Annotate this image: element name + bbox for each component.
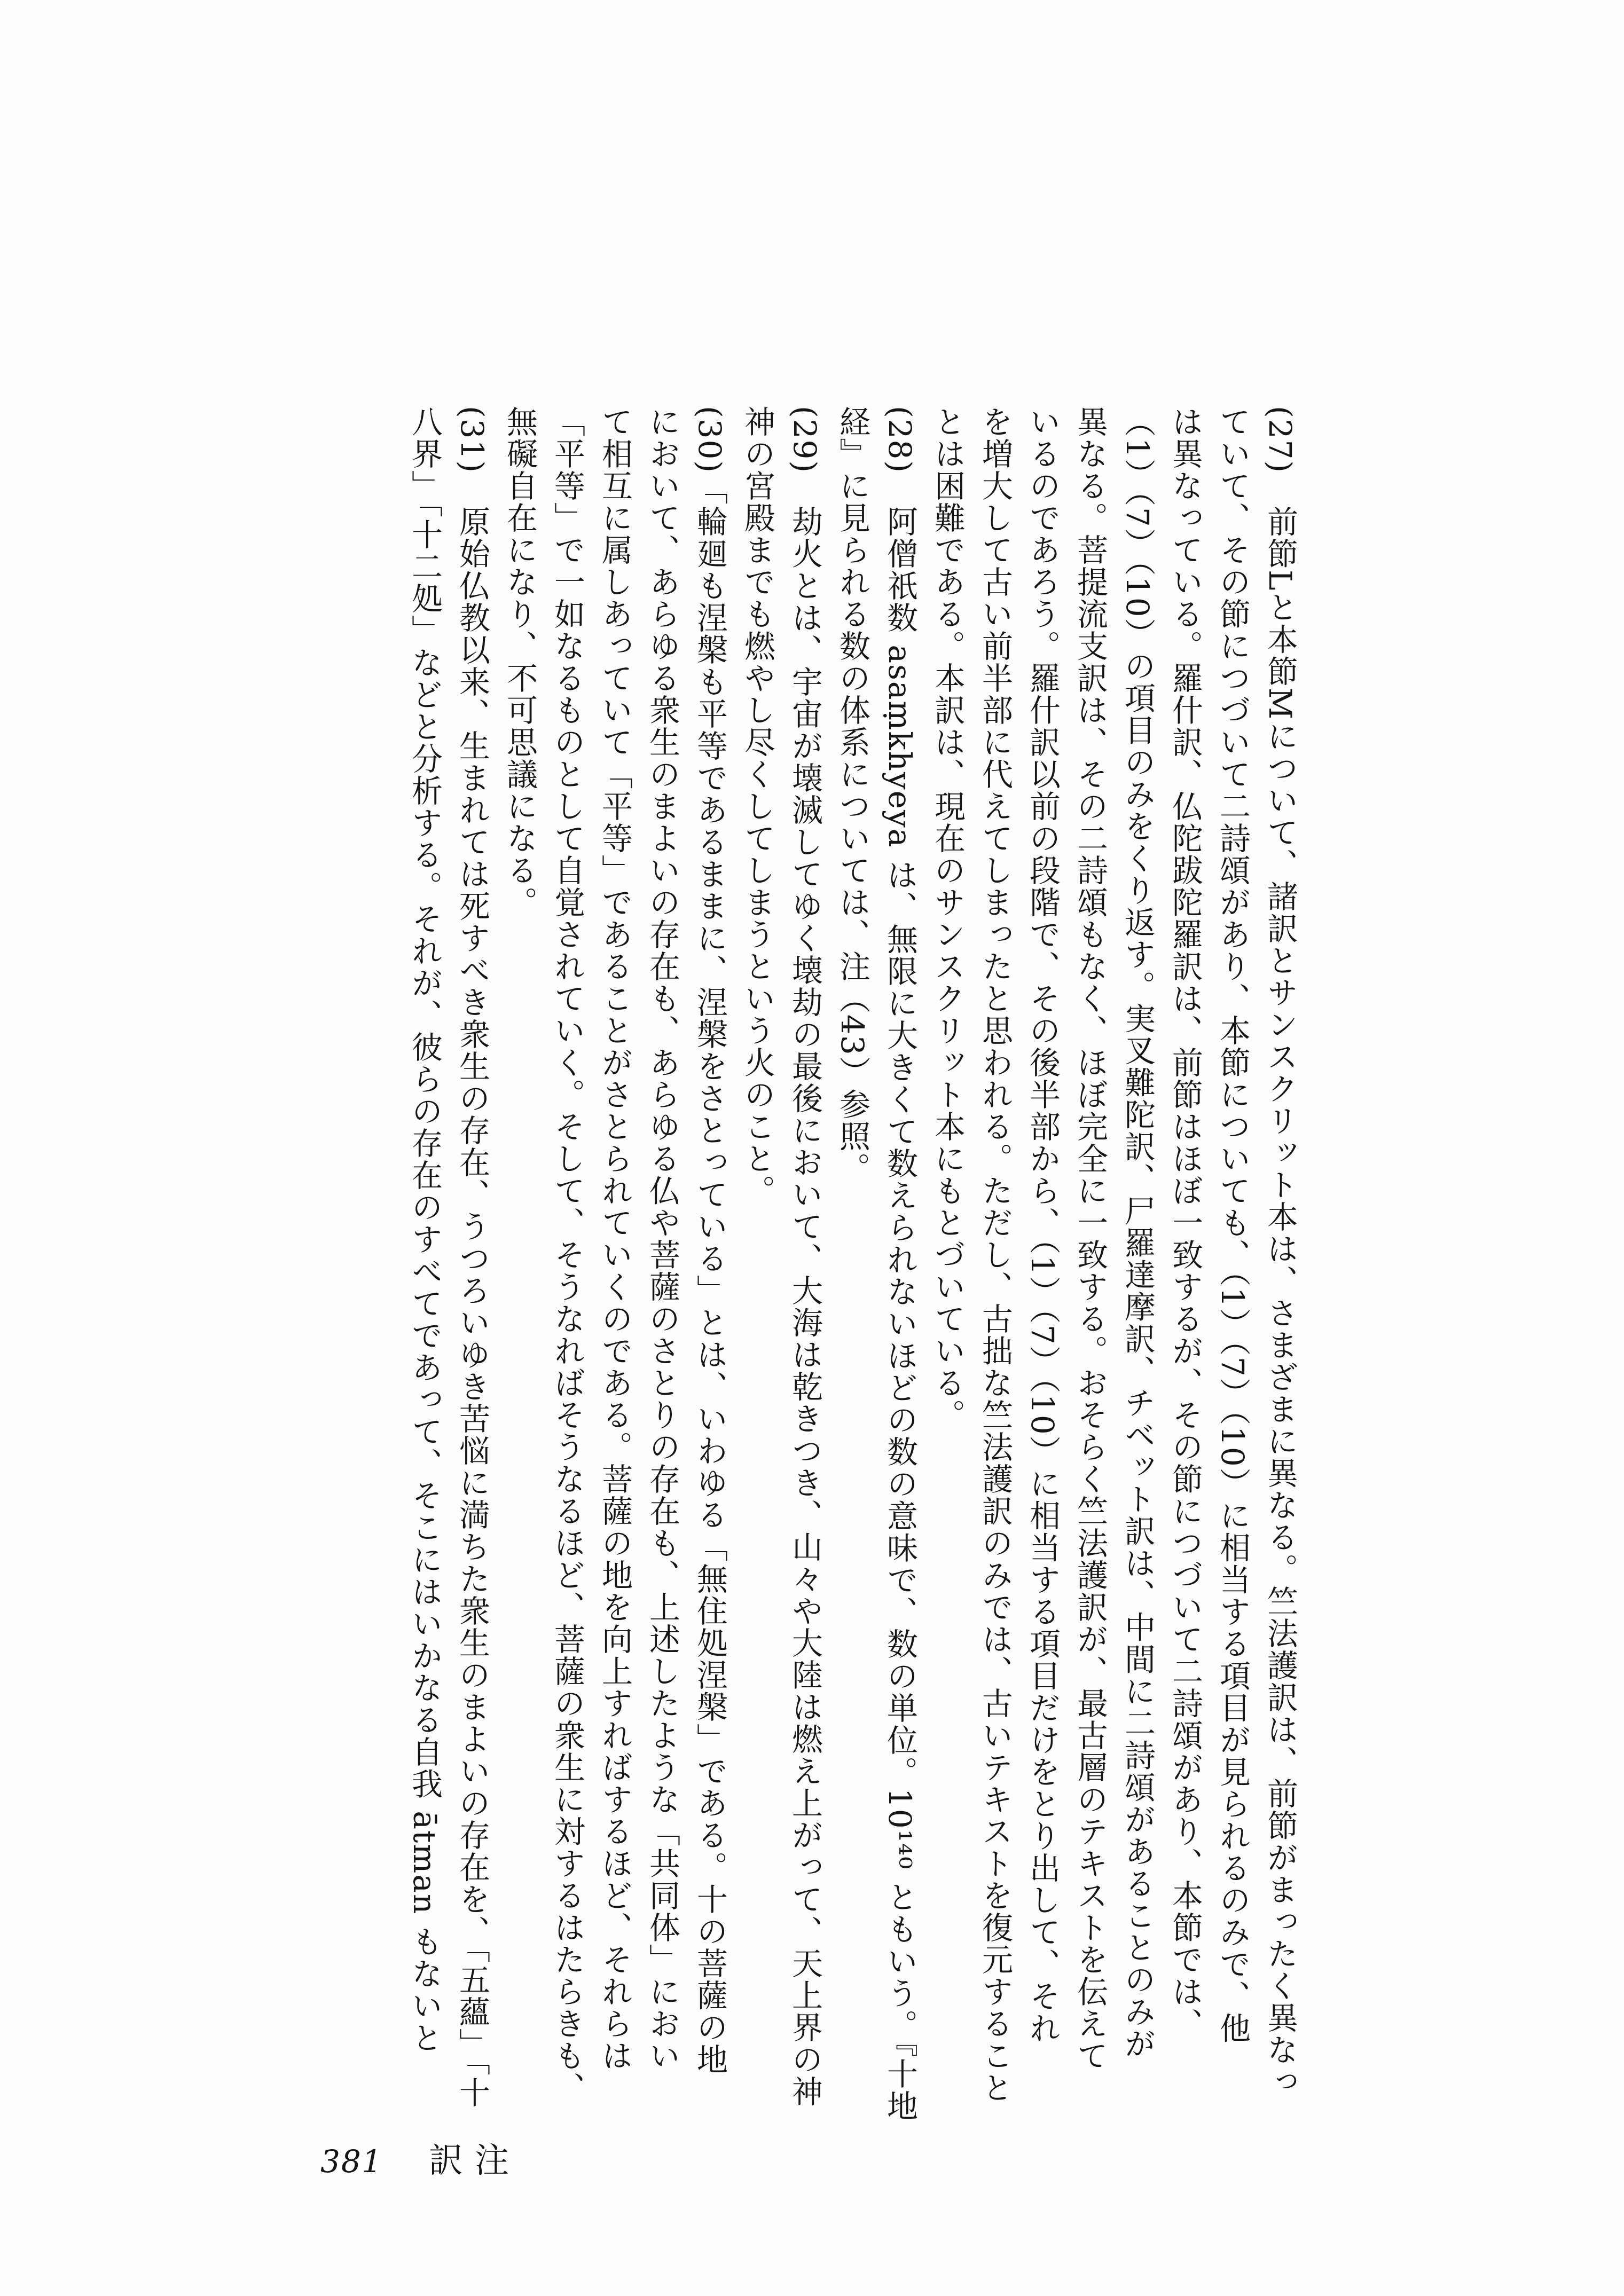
note-29 bbox=[733, 406, 828, 2108]
text-line: (31) 原始仏教以来、生まれては死すべき衆生の存在、うつろいゆき苦悩に満ちた衆生のまよいの存在を、「五蘊」「十 bbox=[454, 406, 490, 2109]
note-31 bbox=[401, 406, 496, 2109]
text-line: 無礙自在になり、不可思議になる。 bbox=[501, 406, 538, 918]
note-27 bbox=[923, 406, 1304, 2104]
text-line: 八界」「十二処」などと分析する。それが、彼らの存在のすべてであって、そこにはいかなる自我 ātman もないと bbox=[406, 406, 443, 2054]
text-line: とは困難である。本訳は、現在のサンスクリット本にもとづいている。 bbox=[929, 406, 966, 1431]
page-footer bbox=[320, 2133, 521, 2182]
text-line: いるのであろう。羅什訳以前の段階で、その後半部から、（1）（7）（10）に相当する項目だけをとり出して、それ bbox=[1024, 406, 1061, 2045]
text-line: ていて、その節につづいて二詩頌があり、本節についても、（1）（7）（10）に相当する項目が見られるのみで、他 bbox=[1214, 406, 1251, 2045]
translator-notes-text bbox=[401, 406, 1304, 2122]
text-line: において、あらゆる衆生のまよいの存在も、あらゆる仏や菩薩のさとりの存在も、上述したような「共同体」におい bbox=[644, 406, 680, 2072]
running-title: 訳注 bbox=[429, 2141, 521, 2181]
text-line: 異なる。菩提流支訳は、その二詩頌もなく、ほぼ完全に一致する。おそらく竺法護訳が、最古層のテキストを伝えて bbox=[1072, 406, 1108, 2072]
text-line: (27) 前節Lと本節Mについて、諸訳とサンスクリット本は、さまざまに異なる。竺法護訳は、前節がまったく異なっ bbox=[1262, 406, 1298, 2098]
page-number: 381 bbox=[320, 2143, 383, 2180]
text-line: (30)「輪廻も涅槃も平等であるままに、涅槃をさとっている」とは、いわゆる「無住処涅槃」である。十の菩薩の地 bbox=[692, 406, 728, 2076]
text-line: は異なっている。羅什訳、仏陀跋陀羅訳は、前節はほぼ一致するが、その節につづいて二詩頌があり、本節では、 bbox=[1167, 406, 1203, 2040]
text-line: （1）（7）（10）の項目のみをくり返す。実叉難陀訳、尸羅達摩訳、チベット訳は、中間に二詩頌があることのみが bbox=[1119, 406, 1156, 2060]
text-line: を増大して古い前半部に代えてしまったと思われる。ただし、古拙な竺法護訳のみでは、古いテキストを復元すること bbox=[977, 406, 1013, 2104]
text-line: て相互に属しあっていて「平等」であることがさとられていくのである。菩薩の地を向上すればするほど、それらは bbox=[597, 406, 633, 2072]
text-line: 経』に見られる数の体系については、注（43）参照。 bbox=[834, 406, 870, 1184]
text-line: 神の宮殿までも燃やし尽くしてしまうという火のこと。 bbox=[739, 406, 775, 1207]
text-line: 「平等」で一如なるものとして自覚されていく。そして、そうなればそうなるほど、菩薩の衆生に対するはたらきも、 bbox=[549, 406, 585, 2104]
text-line: (29) 劫火とは、宇宙が壊滅してゆく壊劫の最後において、大海は乾きつき、山々や大陸は燃え上がって、天上界の神 bbox=[787, 406, 823, 2108]
text-line: (28) 阿僧祇数 asaṃkhyeya は、無限に大きくて数えられないほどの数の意味で、数の単位。10¹⁴⁰ ともいう。『十地 bbox=[882, 406, 918, 2122]
note-28 bbox=[828, 406, 923, 2122]
note-30 bbox=[496, 406, 733, 2104]
